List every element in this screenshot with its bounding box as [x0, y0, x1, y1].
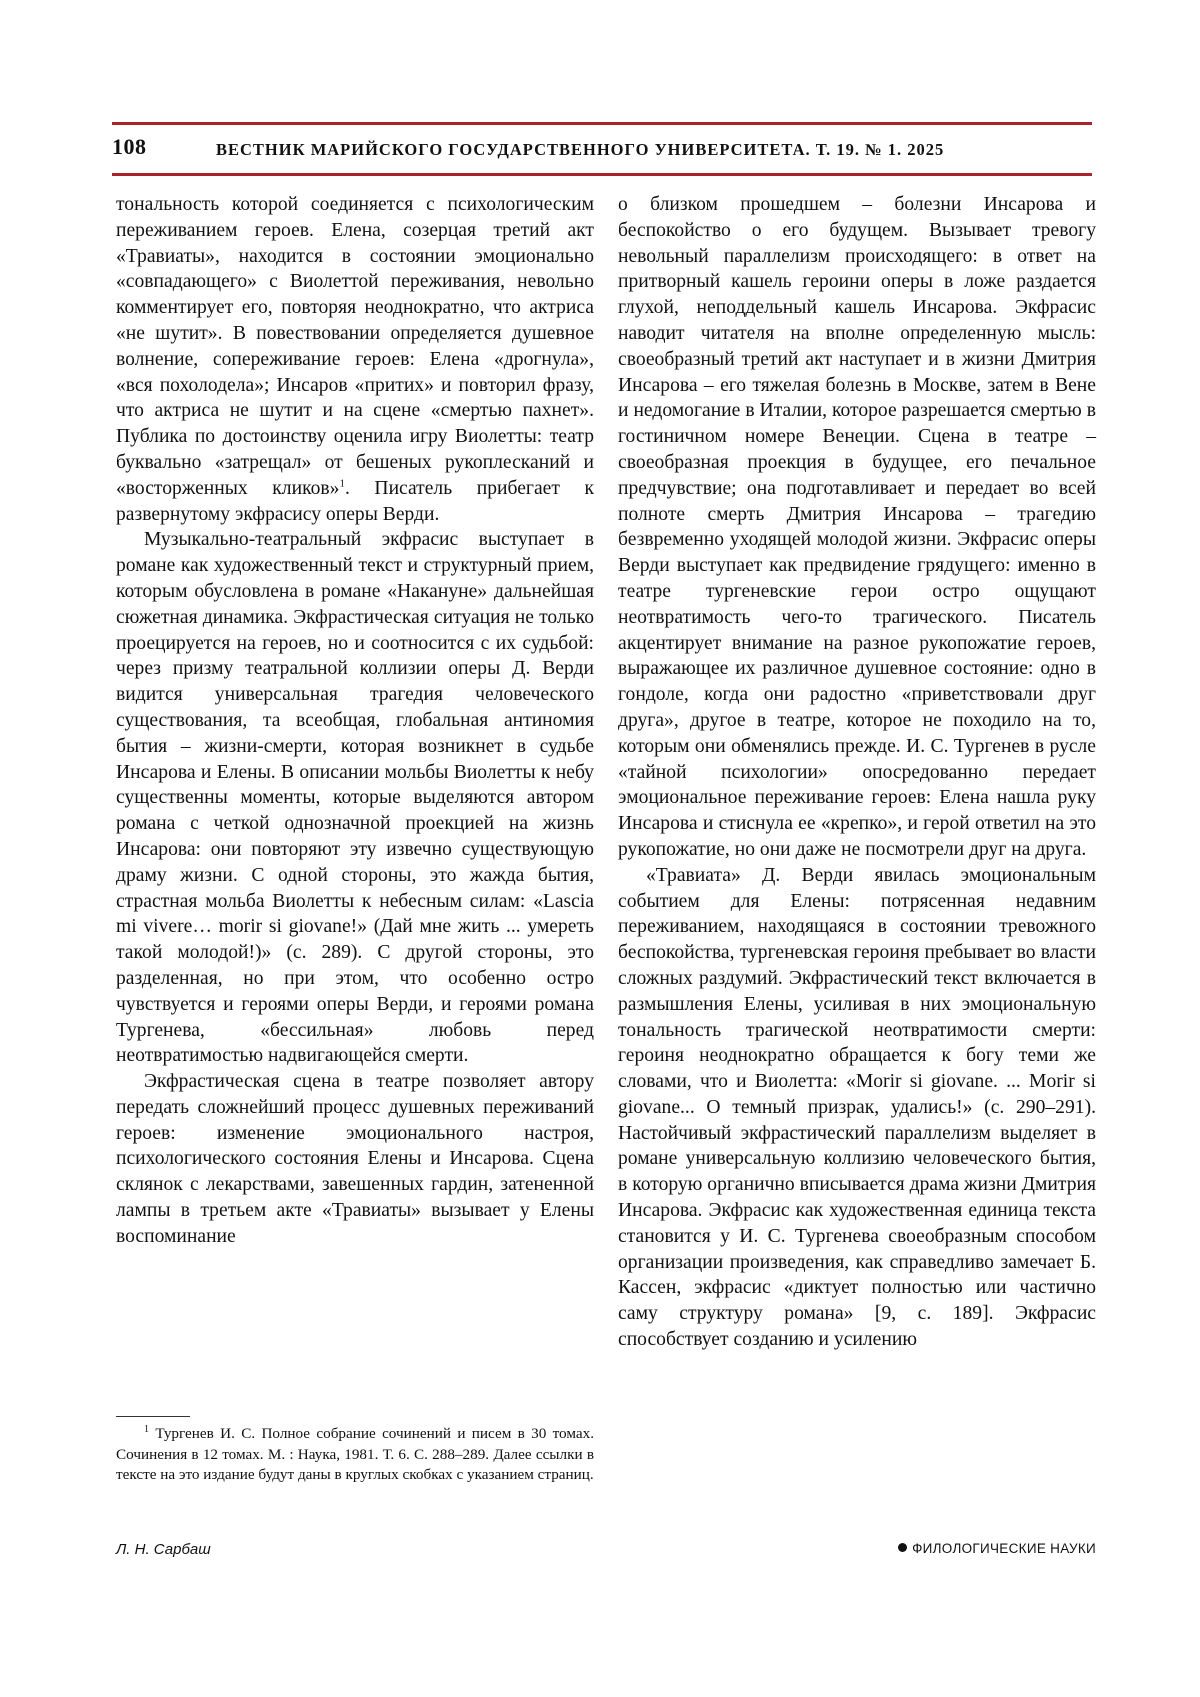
footnote-text: Тургенев И. С. Полное собрание сочинений и писем в 30 томах. Сочинения в 12 томах. М. : Наука, 1981. Т. 6. С. 288–289. Далее ссылки в тексте на это издание будут даны в круглых скобках с указанием страниц. [116, 1425, 594, 1483]
footnote-separator [116, 1416, 190, 1417]
paragraph: Музыкально-театральный экфрасис выступает в романе как художественный текст и структурный прием, которым обусловлена в романе «Накануне» дальнейшая сюжетная динамика. Экфрастическая ситуация не только проецируется на героев, но и соотносится с их судьбой: через призму театральной коллизии оперы Д. Верди видится универсальная трагедия человеческого существования, та всеобщая, глобальная антиномия бытия – жизни-смерти, которая возникнет в судьбе Инсарова и Елены. В описании мольбы Виолетты к небу существенны моменты, которые выделяются автором романа с четкой однозначной проекцией на жизнь Инсарова: они повторяют эту извечно существующую драму жизни. С одной стороны, это жажда бытия, страстная мольба Виолетты к небесным силам: «Lascia mi vivere… morir si giovane!» (Дай мне жить ... умереть такой молодой!)» (с. 289). С другой стороны, это разделенная, но при этом, что особенно остро чувствуется и героями оперы Верди, и героями романа Тургенева, «бессильная» любовь перед неотвратимостью надвигающейся смерти. [116, 529, 594, 1067]
header-top-rule [112, 122, 1092, 125]
page-number: 108 [112, 134, 147, 159]
right-column [618, 192, 1096, 1353]
footnote [116, 1424, 594, 1486]
header-bottom-rule [112, 173, 1092, 176]
footnote-ref[interactable]: 1 [339, 477, 345, 490]
footer-section [898, 1541, 1096, 1556]
paragraph: о близком прошедшем – болезни Инсарова и беспокойство о его будущем. Вызывает тревогу невольный параллелизм происходящего: в ответ на притворный кашель героини оперы в ложе раздается глухой, неподдельный кашель Инсарова. Экфрасис наводит читателя на вполне определенную мысль: своеобразный третий акт наступает и в жизни Дмитрия Инсарова – его тяжелая болезнь в Москве, затем в Вене и недомогание в Италии, которое разрешается смертью в гостиничном номере Венеции. Сцена в театре – своеобразная проекция в будущее, его печальное предчувствие; она подготавливает и передает во всей полноте смерть Дмитрия Инсарова – трагедию безвременно уходящей молодой жизни. Экфрасис оперы Верди выступает как предвидение грядущего: именно в театре тургеневские герои остро ощущают неотвратимость чего-то трагического. Писатель акцентирует внимание на разное рукопожатие героев, выражающее их различное душевное состояние: одно в гондоле, когда они радостно «приветствовали друг друга», другое в театре, которое не походило на то, которым они обменялись прежде. И. С. Тургенев в русле «тайной психологии» опосредованно передает эмоциональное переживание героев: Елена нашла руку Инсарова и стиснула ее «крепко», и герой ответил на это рукопожатие, но они даже не посмотрели друг на друга. [618, 194, 1096, 860]
footnote-number: 1 [144, 1423, 149, 1435]
footer-section-label: ФИЛОЛОГИЧЕСКИЕ НАУКИ [912, 1541, 1096, 1556]
paragraph: «Травиата» Д. Верди явилась эмоциональным событием для Елены: потрясенная недавним переживанием, находящаяся в состоянии тревожного беспокойства, тургеневская героиня пребывает во власти сложных раздумий. Экфрастический текст включается в размышления Елены, усиливая в них эмоциональную тональность трагической неотвратимости смерти: героиня неоднократно обращается к богу теми же словами, что и Виолетта: «Morir si giovane. ... Morir si giovane... О темный призрак, удались!» (с. 290–291). Настойчивый экфрастический параллелизм выделяет в романе универсальную коллизию человеческого бытия, в которую органично вписывается драма жизни Дмитрия Инсарова. Экфрасис как художественная единица текста становится у И. С. Тургенева своеобразным способом организации произведения, как справедливо замечает Б. Кассен, экфрасис «диктует полностью или частично саму структуру романа» [9, с. 189]. Экфрасис способствует созданию и усилению [618, 864, 1096, 1351]
footer-author: Л. Н. Сарбаш [116, 1541, 211, 1558]
paragraph: Экфрастическая сцена в театре позволяет автору передать сложнейший процесс душевных переживаний героев: изменение эмоционального настроя, психологического состояния Елены и Инсарова. Сцена склянок с лекарствами, завешенных гардин, затененной лампы в третьем акте «Травиаты» вызывает у Елены воспоминание [116, 1071, 594, 1247]
journal-title: ВЕСТНИК МАРИЙСКОГО ГОСУДАРСТВЕННОГО УНИВЕРСИТЕТА. Т. 19. № 1. 2025 [216, 140, 945, 159]
left-column [116, 192, 594, 1250]
bullet-icon [898, 1543, 907, 1552]
page-header [112, 130, 1092, 170]
paragraph: тональность которой соединяется с психологическим переживанием героев. Елена, созерцая третий акт «Травиаты», находится в состоянии эмоционально «совпадающего» с Виолеттой переживания, невольно комментирует его, повторяя неоднократно, что актриса «не шутит». В повествовании определяется душевное волнение, сопереживание героев: Елена «дрогнула», «вся похолодела»; Инсаров «притих» и повторил фразу, что актриса не шутит и на сцене «смертью пахнет». Публика по достоинству оценила игру Виолетты: театр буквально «затрещал» от бешеных рукоплесканий и «восторженных кликов»$^1$. Писатель прибегает к развернутому экфрасису оперы Верди. [116, 194, 594, 525]
